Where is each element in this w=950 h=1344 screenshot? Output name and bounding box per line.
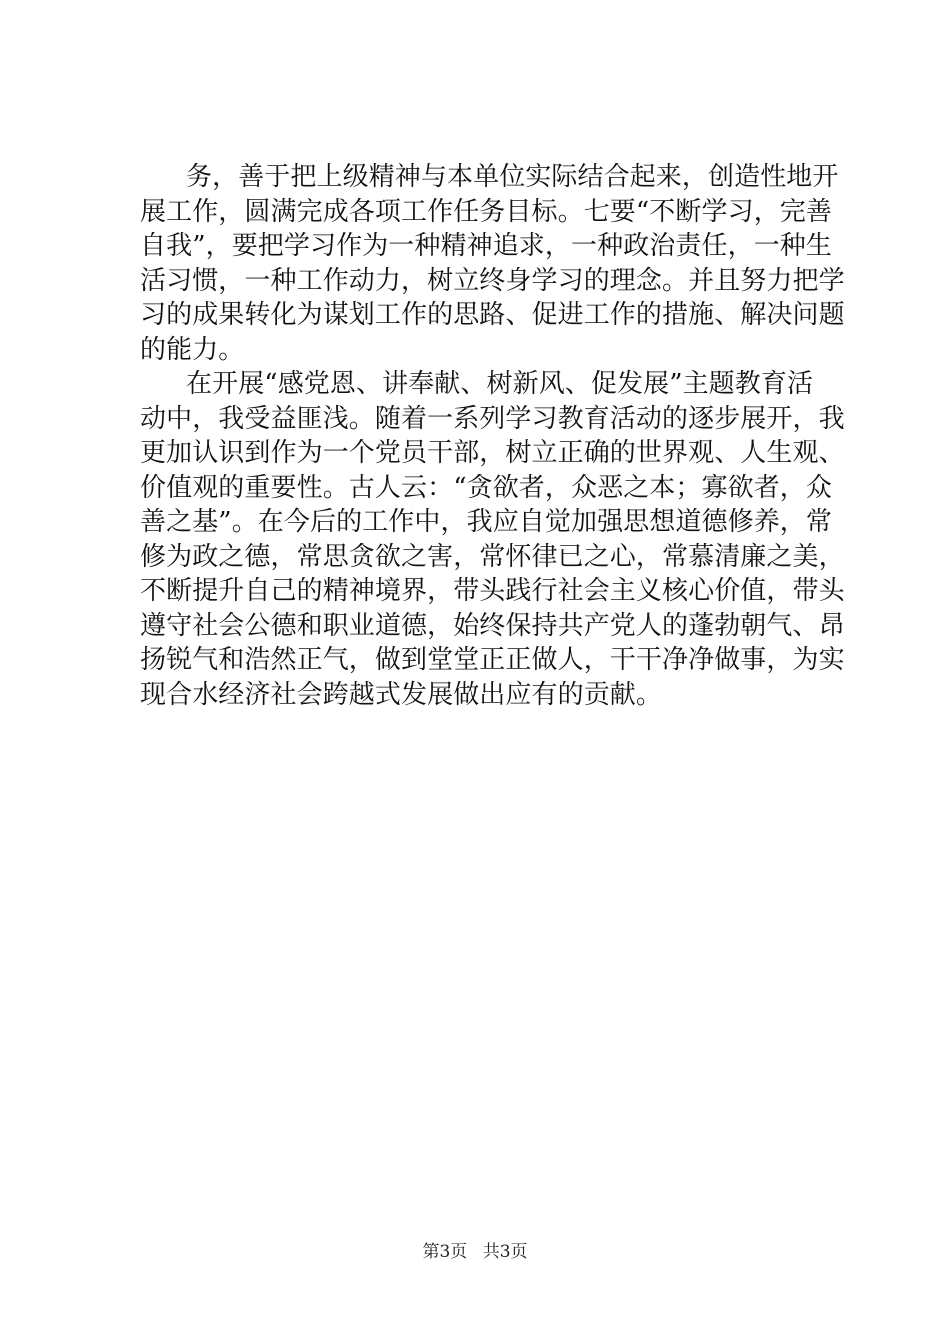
text-line: 习的成果转化为谋划工作的思路、促进工作的措施、解决问题 [140,300,845,330]
text-line: 自我”，要把学习作为一种精神追求，一种政治责任，一种生 [140,231,832,261]
page-number: 第3页 [422,1242,468,1262]
text-line: 活习惯，一种工作动力，树立终身学习的理念。并且努力把学 [140,265,845,296]
text-line: 价值观的重要性。古人云：“贪欲者，众恶之本；寡欲者，众 [140,472,832,503]
paragraph-1 [140,160,845,367]
paragraph-2 [140,367,845,712]
text-line: 善之基”。在今后的工作中，我应自觉加强思想道德修养，常 [140,507,832,537]
text-line: 扬锐气和浩然正气，做到堂堂正正做人，干干净净做事，为实 [140,645,845,675]
text-line: 更加认识到作为一个党员干部，树立正确的世界观、人生观、 [140,438,845,468]
text-line: 现合水经济社会跨越式发展做出应有的贡献。 [140,679,663,710]
text-line: 在开展“感党恩、讲奉献、树新风、促发展”主题教育活 [186,369,814,399]
text-line: 修为政之德，常思贪欲之害，常怀律已之心，常慕清廉之美， [140,541,845,572]
text-line: 遵守社会公德和职业道德，始终保持共产党人的蓬勃朝气、昂 [140,610,845,641]
text-line: 动中，我受益匪浅。随着一系列学习教育活动的逐步展开，我 [140,403,845,434]
text-line: 务，善于把上级精神与本单位实际结合起来，创造性地开 [186,162,839,192]
page-footer [0,1241,950,1263]
text-line: 的能力。 [140,334,245,365]
document-body [140,160,845,712]
text-line: 不断提升自己的精神境界，带头践行社会主义核心价值，带头 [140,576,845,606]
text-line: 展工作，圆满完成各项工作任务目标。七要“不断学习，完善 [140,196,832,227]
page-total: 共3页 [482,1242,528,1262]
